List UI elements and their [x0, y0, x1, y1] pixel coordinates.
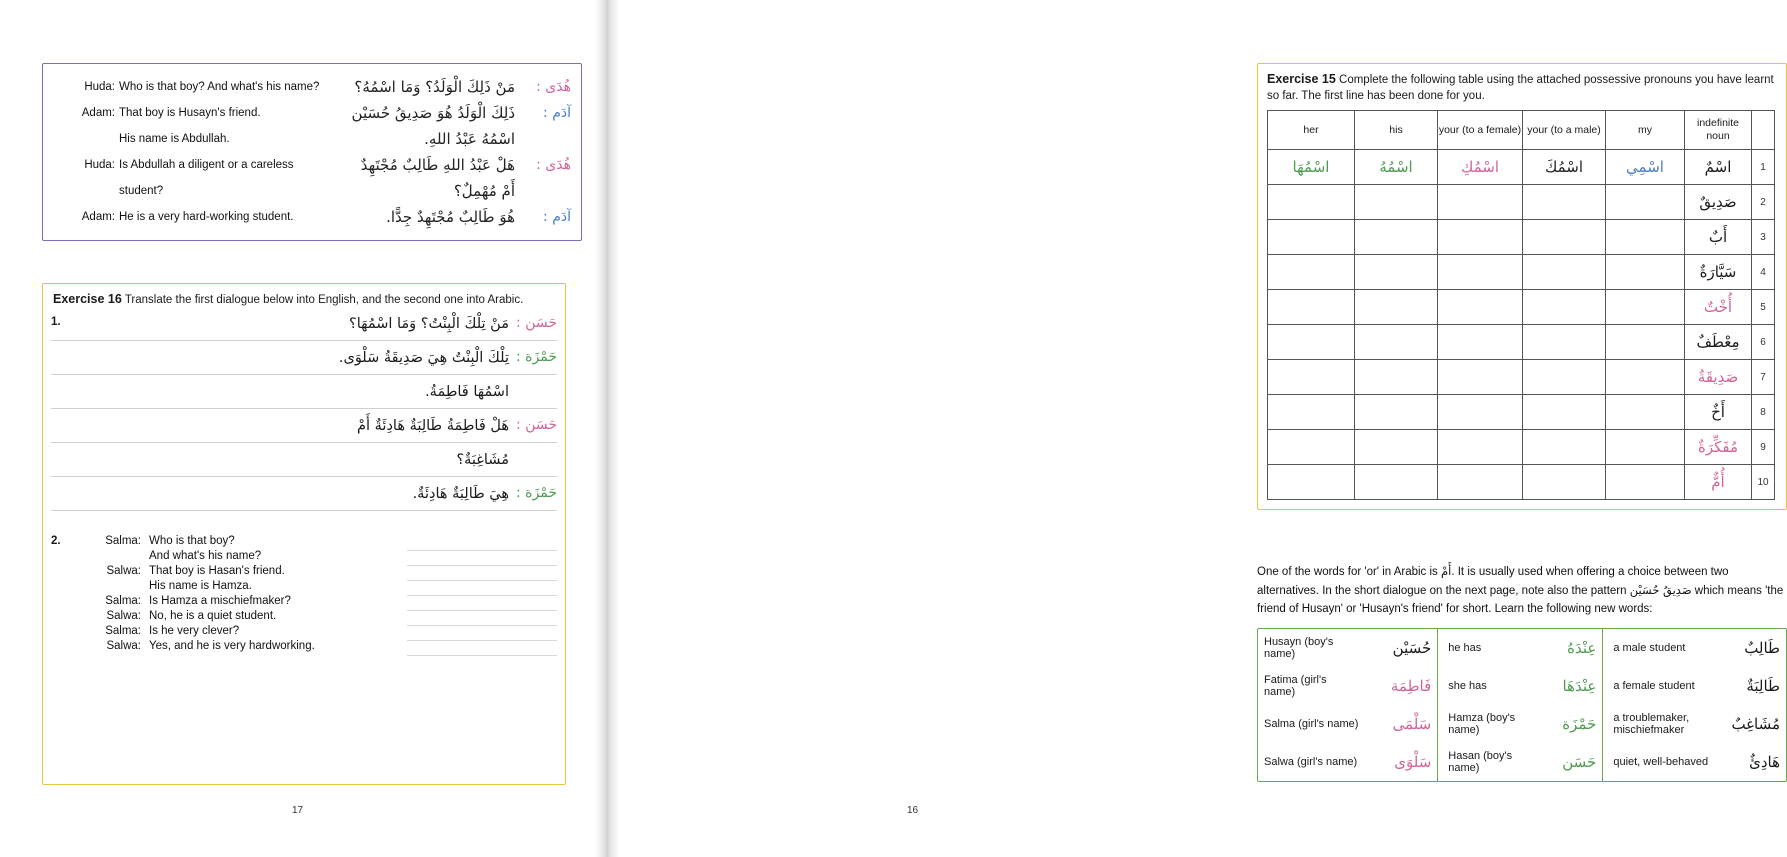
dialogue-row	[51, 152, 573, 178]
cell-index: 1	[1752, 150, 1775, 185]
arabic-line: اسْمُهَا فَاطِمَةُ.	[425, 384, 509, 400]
column-header-her: her	[1268, 111, 1355, 150]
cell-your-male[interactable]	[1523, 360, 1606, 395]
table-header-row	[1268, 111, 1775, 150]
arabic-line: اسْمُهُ عَبْدُ اللهِ.	[424, 130, 515, 148]
arabic-speaker	[517, 126, 573, 152]
page-number-left: 17	[292, 805, 304, 816]
english-line: That boy is Husayn's friend.	[119, 107, 261, 119]
arabic-line: ذَلِكَ الْوَلَدُ هُوَ صَدِيقُ حُسَيْن	[351, 104, 515, 122]
vocab-row	[1258, 705, 1786, 743]
table-row	[1268, 150, 1775, 185]
note-paragraph	[1257, 563, 1785, 618]
dialogue-row	[67, 610, 557, 625]
cell-noun: صَدِيقَةٌ	[1685, 360, 1752, 395]
vocab-arabic-left: حُسَيْن	[1392, 640, 1432, 657]
answer-blank[interactable]	[407, 580, 557, 595]
vocab-english-right: a female student	[1603, 667, 1717, 705]
arabic-line: تِلْكَ الْبِنْتُ هِيَ صَدِيقَةُ سَلْوَى.	[338, 350, 509, 366]
cell-her[interactable]: اسْمُهَا	[1268, 150, 1355, 185]
vocab-english-right: quiet, well-behaved	[1603, 743, 1717, 781]
cell-your-female[interactable]	[1438, 360, 1523, 395]
left-page	[0, 0, 607, 857]
cell-your-female[interactable]	[1438, 290, 1523, 325]
dialogue-row	[67, 580, 557, 595]
cell-her[interactable]	[1268, 360, 1355, 395]
cell-my[interactable]	[1606, 325, 1685, 360]
note-text-part1: One of the words for 'or' in Arabic is	[1257, 566, 1438, 578]
arabic-speaker: هُدَى :	[536, 79, 571, 95]
english-line: Who is that boy? And what's his name?	[119, 81, 320, 93]
cell-his[interactable]	[1355, 325, 1438, 360]
vocab-english-mid: Hamza (boy's name)	[1438, 705, 1533, 743]
vocab-arabic-left: سَلْمَى	[1392, 716, 1432, 733]
table-row	[1268, 325, 1775, 360]
vocabulary-table	[1258, 629, 1786, 781]
cell-his[interactable]	[1355, 430, 1438, 465]
english-line: He is a very hard-working student.	[119, 211, 294, 223]
speaker-label: Salma:	[105, 535, 141, 547]
speaker-label: Salma:	[105, 625, 141, 637]
dialogue-row	[67, 565, 557, 580]
answer-blank[interactable]	[407, 535, 557, 550]
speaker-label: Salwa:	[106, 565, 141, 577]
cell-noun: اسْمٌ	[1685, 150, 1752, 185]
vocab-arabic-right: طَالِبَةٌ	[1746, 678, 1780, 695]
cell-his[interactable]	[1355, 360, 1438, 395]
table-row	[1268, 465, 1775, 500]
speaker-label: Salma:	[105, 595, 141, 607]
speaker-label	[67, 550, 149, 565]
vocab-english-mid: he has	[1438, 629, 1533, 667]
vocab-english-left: Husayn (boy's name)	[1264, 636, 1334, 660]
cell-your-female[interactable]	[1438, 255, 1523, 290]
cell-noun: أُخْتٌ	[1685, 290, 1752, 325]
arabic-line: مَنْ تِلْكَ الْبِنْتُ؟ وَمَا اسْمُهَا؟	[349, 316, 509, 332]
note-text-part3: which means 'the friend of Husayn' or 'Husayn's friend' for short. Learn the following new words:	[1257, 584, 1784, 615]
cell-noun: سَيَّارَةٌ	[1685, 255, 1752, 290]
page-number-right: 16	[907, 805, 919, 816]
dialogue-row	[67, 625, 557, 640]
cell-his[interactable]: اسْمُهُ	[1355, 150, 1438, 185]
arabic-line: مَنْ ذَلِكَ الْوَلَدُ؟ وَمَا اسْمُهُ؟	[354, 78, 515, 96]
cell-my[interactable]	[1606, 185, 1685, 220]
vocab-arabic-left: سَلْوَى	[1394, 754, 1432, 771]
english-line: student?	[119, 185, 164, 197]
vocab-english-mid: she has	[1438, 667, 1533, 705]
answer-blank[interactable]	[407, 610, 557, 625]
exercise-16-instruction: Translate the first dialogue below into English, and the second one into Arabic.	[124, 294, 524, 306]
note-arabic-pattern: صَدِيقُ حُسَيْن	[1629, 582, 1692, 597]
exercise-16-number: Exercise 16	[53, 292, 122, 306]
cell-your-male[interactable]	[1523, 430, 1606, 465]
vocab-arabic-right: طَالِبٌ	[1744, 640, 1780, 657]
exercise-16-part1	[43, 312, 565, 517]
answer-blank[interactable]	[407, 625, 557, 640]
english-line: Is Abdullah a diligent or a careless	[119, 159, 294, 171]
cell-her[interactable]	[1268, 465, 1355, 500]
cell-my[interactable]	[1606, 430, 1685, 465]
note-text-part2: . It is usually used when offering a choice between two alternatives. In the short dialogue on the next page, note also the pattern	[1257, 566, 1729, 597]
exercise-16-box	[42, 283, 566, 785]
vocabulary-box	[1257, 628, 1787, 782]
table-row	[1268, 185, 1775, 220]
cell-noun: مِعْطَفٌ	[1685, 325, 1752, 360]
exercise-15-heading	[1258, 64, 1786, 110]
vocab-arabic-mid: حَسَن	[1562, 754, 1597, 771]
cell-her[interactable]	[1268, 430, 1355, 465]
cell-index: 6	[1752, 325, 1775, 360]
cell-your-male[interactable]	[1523, 325, 1606, 360]
arabic-line: هُوَ طَالِبٌ مُجْتَهِدٌ جِدًّا.	[386, 208, 515, 226]
right-page	[607, 0, 1784, 857]
cell-your-male[interactable]	[1523, 395, 1606, 430]
cell-my[interactable]	[1606, 465, 1685, 500]
speaker-label	[67, 580, 149, 595]
column-header-my: my	[1606, 111, 1685, 150]
cell-noun: أَبٌ	[1685, 220, 1752, 255]
exercise-15-box	[1257, 63, 1787, 510]
speaker-label: Adam:	[81, 107, 115, 119]
exercise-16-part2	[51, 535, 557, 656]
cell-index: 8	[1752, 395, 1775, 430]
cell-your-female[interactable]	[1438, 185, 1523, 220]
column-header-your-female: your (to a female)	[1438, 111, 1523, 150]
english-line: Is Hamza a mischiefmaker?	[149, 595, 291, 607]
arabic-line: هَلْ عَبْدُ اللهِ طَالِبٌ مُجْتَهِدٌ	[360, 156, 515, 174]
dialogue-row	[51, 178, 573, 204]
dialogue-row	[67, 550, 557, 565]
column-header-index	[1752, 111, 1775, 150]
cell-index: 4	[1752, 255, 1775, 290]
cell-your-male[interactable]: اسْمُكَ	[1523, 150, 1606, 185]
cell-my[interactable]	[1606, 220, 1685, 255]
table-row	[1268, 360, 1775, 395]
english-line: Is he very clever?	[149, 625, 240, 637]
cell-index: 10	[1752, 465, 1775, 500]
english-line: Yes, and he is very hardworking.	[149, 640, 315, 652]
cell-your-female[interactable]	[1438, 220, 1523, 255]
cell-index: 3	[1752, 220, 1775, 255]
vocab-arabic-mid: حَمْزَة	[1562, 716, 1597, 733]
speaker-label: Huda:	[84, 81, 115, 93]
dialogue-row	[51, 126, 573, 152]
speaker-label: Salwa:	[106, 610, 141, 622]
cell-my[interactable]: اسْمِي	[1606, 150, 1685, 185]
arabic-speaker: حَسَن :	[516, 417, 557, 433]
cell-her[interactable]	[1268, 395, 1355, 430]
english-line: His name is Hamza.	[149, 580, 252, 592]
column-header-indefinite-noun: indefinite noun	[1685, 111, 1752, 150]
dialogue-row	[67, 640, 557, 655]
vocab-english-left: Fatima (girl's name)	[1264, 674, 1327, 698]
speaker-label	[51, 126, 117, 152]
table-row	[1268, 430, 1775, 465]
answer-blank[interactable]	[407, 595, 557, 610]
cell-your-male[interactable]	[1523, 465, 1606, 500]
english-line: That boy is Hasan's friend.	[149, 565, 285, 577]
dialogue-table	[51, 74, 573, 230]
arabic-speaker: آدَم :	[543, 105, 571, 121]
vocab-arabic-mid: عِنْدَهَا	[1562, 678, 1597, 695]
dialogue-row	[51, 100, 573, 126]
dialogue-row	[51, 204, 573, 230]
cell-your-male[interactable]	[1523, 255, 1606, 290]
cell-his[interactable]	[1355, 185, 1438, 220]
cell-my[interactable]	[1606, 255, 1685, 290]
cell-your-male[interactable]	[1523, 220, 1606, 255]
english-line: His name is Abdullah.	[119, 133, 230, 145]
possessive-pronoun-table	[1267, 110, 1775, 500]
cell-your-female[interactable]	[1438, 395, 1523, 430]
cell-his[interactable]	[1355, 290, 1438, 325]
speaker-label: Salwa:	[106, 640, 141, 652]
table-row	[1268, 255, 1775, 290]
cell-index: 5	[1752, 290, 1775, 325]
vocab-english-right: a male student	[1603, 629, 1717, 667]
column-header-your-male: your (to a male)	[1523, 111, 1606, 150]
column-header-his: his	[1355, 111, 1438, 150]
vocab-row	[1258, 743, 1786, 781]
vocab-english-left: Salma (girl's name)	[1264, 718, 1359, 730]
vocab-english-mid: Hasan (boy's name)	[1438, 743, 1533, 781]
cell-my[interactable]	[1606, 290, 1685, 325]
cell-my[interactable]	[1606, 395, 1685, 430]
part1-number: 1.	[51, 316, 61, 328]
answer-blank[interactable]	[407, 640, 557, 655]
vocab-arabic-right: مُشَاغِبٌ	[1731, 716, 1780, 733]
vocab-arabic-left: فَاطِمَة	[1390, 678, 1432, 695]
cell-noun: مُفَكِّرَةٌ	[1685, 430, 1752, 465]
arabic-line: هِيَ طَالِبَةٌ هَادِئَةٌ.	[412, 486, 509, 502]
vocab-english-left: Salwa (girl's name)	[1264, 756, 1358, 768]
part2-number: 2.	[51, 535, 61, 547]
english-line: Who is that boy?	[149, 535, 235, 547]
speaker-label: Adam:	[81, 211, 115, 223]
cell-your-female[interactable]	[1438, 465, 1523, 500]
cell-noun: أَخٌ	[1685, 395, 1752, 430]
cell-noun: أُمٌّ	[1685, 465, 1752, 500]
dialogue-row	[51, 74, 573, 100]
vocab-arabic-mid: عِنْدَهُ	[1567, 640, 1597, 657]
cell-my[interactable]	[1606, 360, 1685, 395]
english-line: No, he is a quiet student.	[149, 610, 277, 622]
dialogue-box	[42, 63, 582, 241]
speaker-label: Huda:	[84, 159, 115, 171]
arabic-speaker: حَمْزَة :	[516, 485, 557, 501]
book-gutter	[595, 0, 619, 857]
vocab-row	[1258, 629, 1786, 667]
arabic-speaker	[517, 178, 573, 204]
dialogue-row	[67, 595, 557, 610]
arabic-speaker: حَسَن :	[516, 315, 557, 331]
cell-index: 2	[1752, 185, 1775, 220]
dialogue-row	[67, 535, 557, 550]
cell-her[interactable]	[1268, 255, 1355, 290]
arabic-speaker: آدَم :	[543, 209, 571, 225]
arabic-speaker: هُدَى :	[536, 157, 571, 173]
table-row	[1268, 290, 1775, 325]
cell-his[interactable]	[1355, 465, 1438, 500]
note-arabic-or: أَمْ	[1441, 564, 1452, 578]
cell-her[interactable]	[1268, 185, 1355, 220]
arabic-line: أَمْ مُهْمِلٌ؟	[453, 182, 515, 200]
cell-her[interactable]	[1268, 220, 1355, 255]
arabic-line: مُشَاغِبَةٌ؟	[456, 452, 509, 468]
answer-blank[interactable]	[407, 565, 557, 580]
cell-his[interactable]	[1355, 220, 1438, 255]
cell-your-male[interactable]	[1523, 290, 1606, 325]
cell-your-female[interactable]: اسْمُكِ	[1438, 150, 1523, 185]
cell-index: 7	[1752, 360, 1775, 395]
vocab-arabic-right: هَادِئٌ	[1749, 754, 1780, 771]
arabic-speaker: حَمْزَة :	[516, 349, 557, 365]
cell-his[interactable]	[1355, 255, 1438, 290]
cell-his[interactable]	[1355, 395, 1438, 430]
table-row	[1268, 395, 1775, 430]
table-row	[1268, 220, 1775, 255]
exercise-16-heading	[43, 284, 565, 310]
cell-your-male[interactable]	[1523, 185, 1606, 220]
cell-your-female[interactable]	[1438, 325, 1523, 360]
english-line: And what's his name?	[149, 550, 262, 562]
vocab-row	[1258, 667, 1786, 705]
exercise-15-number: Exercise 15	[1267, 72, 1336, 86]
cell-her[interactable]	[1268, 290, 1355, 325]
vocab-english-right: a troublemaker, mischiefmaker	[1603, 705, 1717, 743]
cell-index: 9	[1752, 430, 1775, 465]
cell-her[interactable]	[1268, 325, 1355, 360]
exercise-15-instruction: Complete the following table using the attached possessive pronouns you have learnt so far. The first line has been done for you.	[1267, 74, 1774, 102]
answer-blank[interactable]	[407, 550, 557, 565]
arabic-line: هَلْ فَاطِمَةُ طَالِبَةٌ هَادِئَةٌ أَمْ	[357, 418, 509, 434]
cell-your-female[interactable]	[1438, 430, 1523, 465]
speaker-label	[51, 178, 117, 204]
cell-noun: صَدِيقٌ	[1685, 185, 1752, 220]
